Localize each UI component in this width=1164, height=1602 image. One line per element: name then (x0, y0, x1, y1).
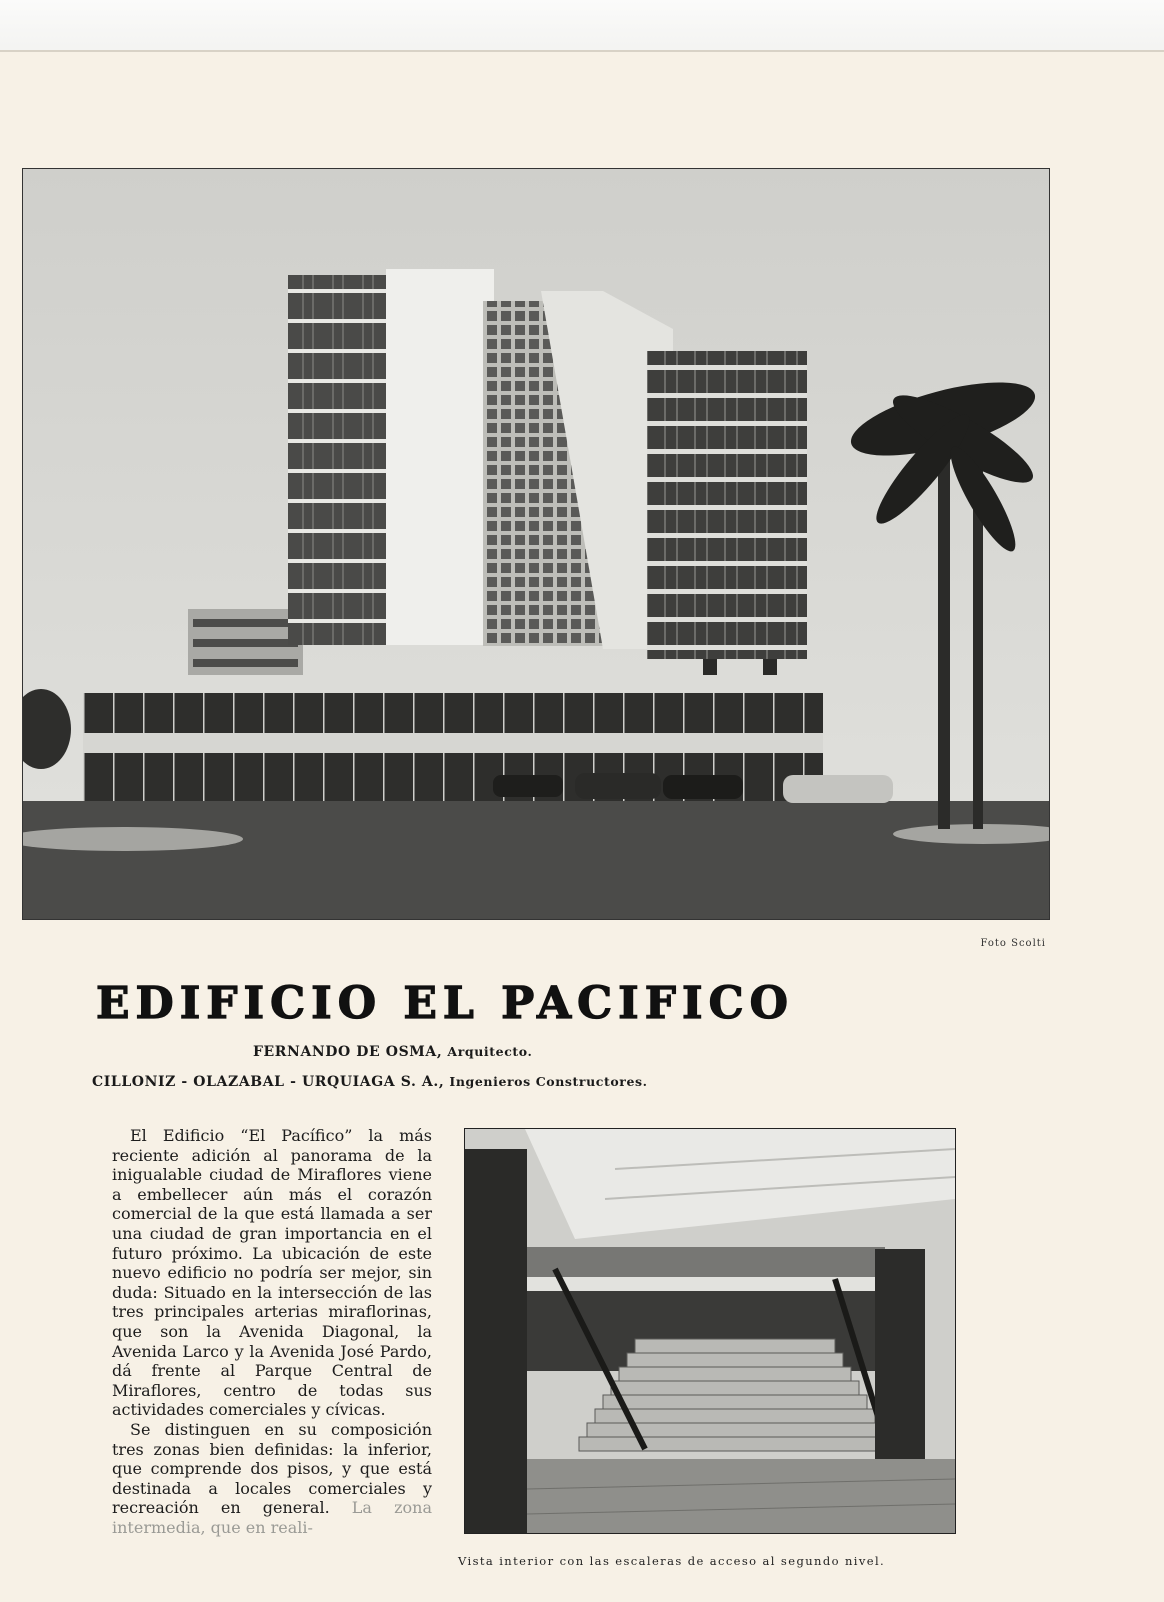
paragraph-2 (112, 1420, 432, 1538)
interior-stairs-photo (464, 1128, 956, 1534)
architect-credit (253, 1044, 532, 1060)
paragraph-1: El Edificio “El Pacífico” la más reciente adición al panorama de la inigualable ciudad de Miraflores viene a embellecer aún más el corazón comercial de la que está llamada a ser una ciudad de gran importancia en el futuro próximo. La ubicación de este nuevo edificio no podría ser mejor, sin duda: Situado en la intersección de las tres principales arterias miraflorinas, que son la Avenida Diagonal, la Avenida Larco y la Avenida José Pardo, dá frente al Parque Central de Miraflores, centro de todas sus actividades comerciales y cívicas. (112, 1126, 432, 1420)
architect-name: FERNANDO DE OSMA, (253, 1044, 443, 1060)
article-body (112, 1126, 432, 1537)
photo-caption: Vista interior con las escaleras de acceso al segundo nivel. (458, 1554, 886, 1568)
building-photo (22, 168, 1050, 920)
architect-role: Arquitecto. (447, 1044, 533, 1059)
paragraph-2-text: Se distinguen en su composición tres zonas bien definidas: la inferior, que comprende dos pisos, y que está destinada a locales comerciales y recreación en general. (112, 1419, 432, 1518)
photo-credit: Foto Scolti (980, 938, 1046, 949)
paragraph-2-continuation: La zona intermedia, que en reali- (112, 1498, 432, 1537)
builders-role: Ingenieros Constructores. (449, 1074, 648, 1089)
builders-credit (92, 1074, 648, 1090)
article-title: EDIFICIO EL PACIFICO (96, 978, 794, 1029)
builders-name: CILLONIZ - OLAZABAL - URQUIAGA S. A., (92, 1074, 445, 1090)
